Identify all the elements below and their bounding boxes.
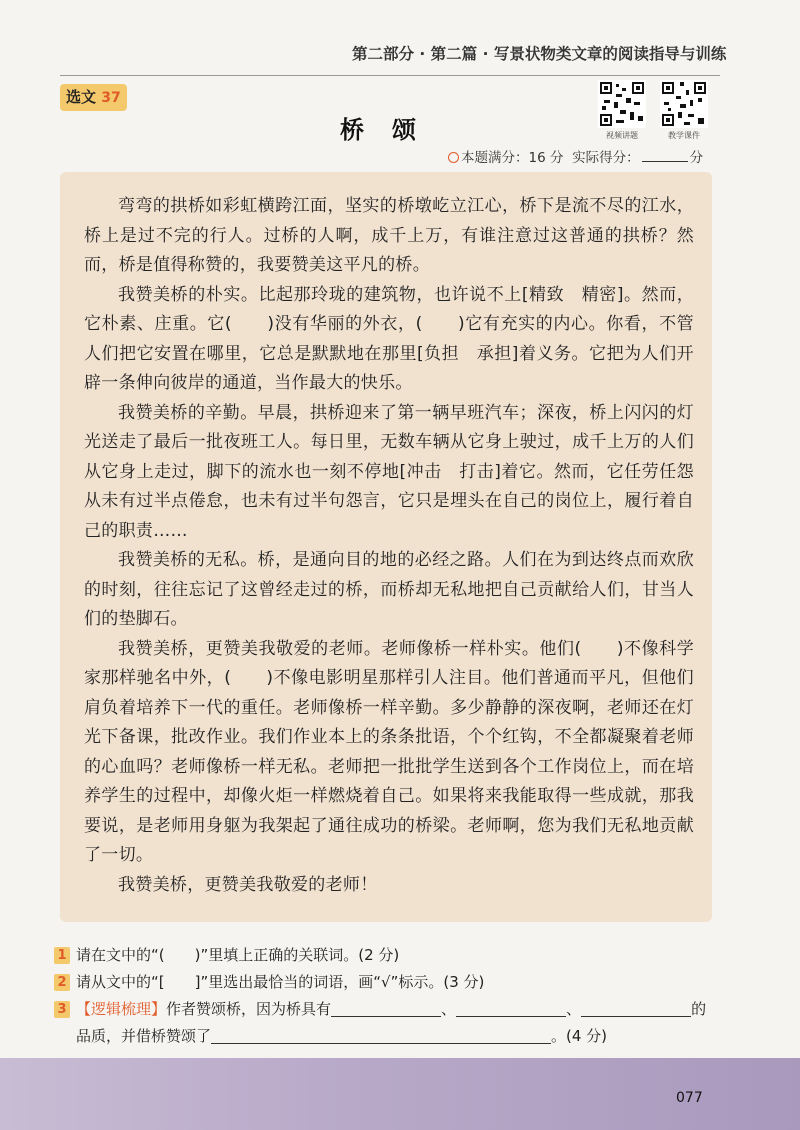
passage-badge — [60, 84, 127, 111]
clock-icon — [448, 152, 459, 163]
header-rule — [60, 75, 720, 76]
answer-blank[interactable] — [581, 1000, 691, 1017]
questions — [54, 942, 724, 1050]
question-number: 1 — [54, 947, 70, 964]
qr-code-icon[interactable] — [598, 80, 646, 128]
paragraph: 我赞美桥的朴实。比起那玲珑的建筑物，也许说不上[精致 精密]。然而，它朴素、庄重。它( )没有华丽的外衣，( )它有充实的内心。你看，不管人们把它安置在哪里，它总是默默地在那里[负担 承担]着义务。它把为人们开辟一条伸向彼岸的通道，当作最大的快乐。 — [84, 284, 694, 393]
paragraph: 我赞美桥的辛勤。早晨，拱桥迎来了第一辆早班汽车；深夜，桥上闪闪的灯光送走了最后一批夜班工人。每日里，无数车辆从它身上驶过，成千上万的人们从它身上走过，脚下的流水也一刻不停地[冲击 打击]着它。然而，它任劳任怨从未有过半点倦怠，也未有过半句怨言，它只是埋头在自己的岗位上，履行着自己的职责…… — [84, 402, 694, 541]
question-number: 3 — [54, 1001, 70, 1018]
badge-number: 37 — [101, 90, 121, 106]
paragraph: 我赞美桥，更赞美我敬爱的老师！ — [118, 874, 378, 895]
question-number: 2 — [54, 974, 70, 991]
question-text: 作者赞颂桥，因为桥具有 — [166, 1000, 332, 1018]
question-3 — [54, 996, 724, 1023]
qr-code-icon[interactable] — [660, 80, 708, 128]
paragraph: 我赞美桥，更赞美我敬爱的老师。老师像桥一样朴实。他们( )不像科学家那样驰名中外，( )不像电影明星那样引人注目。他们普通而平凡，但他们肩负着培养下一代的重任。老师像桥一样辛勤。多少静静的深夜啊，老师还在灯光下备课，批改作业。我们作业本上的条条批语，个个红钩，不全都凝聚着老师的心血吗？老师像桥一样无私。老师把一批批学生送到各个工作岗位上，而在培养学生的过程中，却像火炬一样燃烧着自己。如果将来我能取得一些成就，那我要说，是老师用身躯为我架起了通往成功的桥梁。老师啊，您为我们无私地贡献了一切。 — [84, 638, 694, 865]
question-text: 的 — [691, 1000, 707, 1018]
question-text: 。(4 分) — [551, 1027, 608, 1045]
qr-label-video: 视频讲题 — [606, 131, 638, 140]
separator: 、 — [566, 1000, 582, 1018]
question-text: 请从文中的“[ ]”里选出最恰当的词语，画“√”标示。(3 分) — [76, 973, 485, 991]
page-title: 桥颂 — [340, 115, 444, 144]
question-text: 请在文中的“( )”里填上正确的关联词。(2 分) — [76, 946, 400, 964]
badge-label: 选文 — [66, 88, 97, 106]
score-unit: 分 — [689, 150, 704, 166]
actual-score-label: 实际得分： — [572, 150, 640, 166]
separator: 、 — [441, 1000, 457, 1018]
answer-blank[interactable] — [211, 1027, 551, 1044]
question-3-cont — [54, 1023, 724, 1050]
score-line — [448, 146, 703, 166]
paragraph: 我赞美桥的无私。桥，是通向目的地的必经之路。人们在为到达终点而欢欣的时刻，往往忘记了这曾经走过的桥，而桥却无私地把自己贡献给人们，甘当人们的垫脚石。 — [84, 550, 694, 629]
qr-label-courseware: 教学课件 — [668, 131, 700, 140]
answer-blank[interactable] — [456, 1000, 566, 1017]
page-number: 077 — [676, 1090, 703, 1106]
passage — [84, 192, 694, 900]
actual-score-blank[interactable] — [642, 161, 688, 162]
answer-blank[interactable] — [331, 1000, 441, 1017]
question-2 — [54, 969, 724, 996]
paragraph: 弯弯的拱桥如彩虹横跨江面，坚实的桥墩屹立江心，桥下是流不尽的江水，桥上是过不完的行人。过桥的人啊，成千上万，有谁注意过这普通的拱桥？然而，桥是值得称赞的，我要赞美这平凡的桥。 — [84, 196, 694, 275]
running-title: 第二部分 · 第二篇 · 写景状物类文章的阅读指导与训练 — [352, 45, 727, 63]
question-tag: 【逻辑梳理】 — [76, 1000, 167, 1018]
question-text: 品质，并借桥赞颂了 — [76, 1027, 212, 1045]
question-1 — [54, 942, 724, 969]
full-score: 本题满分：16 分 — [461, 150, 564, 166]
